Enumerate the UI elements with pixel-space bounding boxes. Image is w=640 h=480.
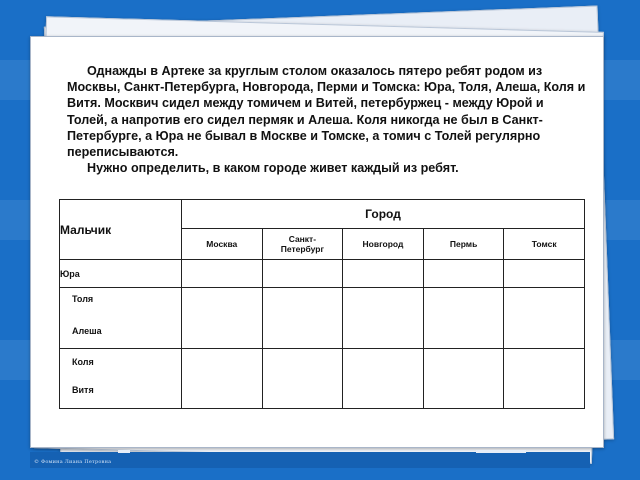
answer-table xyxy=(59,199,585,409)
author-credit: © Фомина Лиана Петровна xyxy=(34,459,112,465)
footer-fragment xyxy=(476,450,526,453)
answer-cell[interactable] xyxy=(182,260,263,288)
task-text xyxy=(67,63,587,176)
table-row xyxy=(60,260,585,288)
answer-cell[interactable] xyxy=(262,348,343,408)
boy-name-yura: Юра xyxy=(60,260,182,288)
answer-cell[interactable] xyxy=(423,348,504,408)
answer-cell[interactable] xyxy=(262,288,343,348)
boy-column-header: Мальчик xyxy=(60,200,182,260)
boy-name-vitya: Витя xyxy=(72,384,94,395)
answer-cell[interactable] xyxy=(343,288,424,348)
table-row xyxy=(60,348,585,408)
answer-cell[interactable] xyxy=(262,260,343,288)
task-question: Нужно определить, в каком городе живет каждый из ребят. xyxy=(87,161,459,176)
city-header-novgorod: Новгород xyxy=(343,229,424,260)
slide-card xyxy=(30,36,604,448)
city-header-line: Петербург xyxy=(280,244,325,255)
answer-cell[interactable] xyxy=(504,260,585,288)
boy-names-pair xyxy=(60,288,182,348)
boy-names-pair xyxy=(60,348,182,408)
answer-cell[interactable] xyxy=(423,260,504,288)
task-paragraph: Однажды в Артеке за круглым столом оказалось пятеро ребят родом из Москвы, Санкт-Петербурга, Новгорода, Перми и Томска: Юра, Толя, Алеша, Коля и Витя. Москвич сидел между томичем и Витей, петербуржец - между Юрой и Толей, а напротив его сидел пермяк и Алеша. Коля никогда не был в Санкт-Петербурге, а Юра не бывал в Москве и Томске, а томич с Толей регулярно переписываются. xyxy=(67,64,586,160)
city-header-saint-petersburg xyxy=(262,229,343,260)
answer-cell[interactable] xyxy=(423,288,504,348)
footer-fragment xyxy=(118,450,130,453)
answer-cell[interactable] xyxy=(504,348,585,408)
city-header-perm: Пермь xyxy=(423,229,504,260)
boy-name-alesha: Алеша xyxy=(72,326,102,337)
city-column-header: Город xyxy=(182,200,585,229)
table-row xyxy=(60,288,585,348)
answer-cell[interactable] xyxy=(182,348,263,408)
answer-cell[interactable] xyxy=(343,260,424,288)
boy-name-tolya: Толя xyxy=(72,294,94,305)
city-header-line: Санкт- xyxy=(288,234,317,245)
answer-cell[interactable] xyxy=(343,348,424,408)
footer-bar xyxy=(30,452,590,468)
city-header-moscow: Москва xyxy=(182,229,263,260)
city-header-tomsk: Томск xyxy=(504,229,585,260)
answer-cell[interactable] xyxy=(504,288,585,348)
answer-cell[interactable] xyxy=(182,288,263,348)
boy-name-kolya: Коля xyxy=(72,356,94,367)
